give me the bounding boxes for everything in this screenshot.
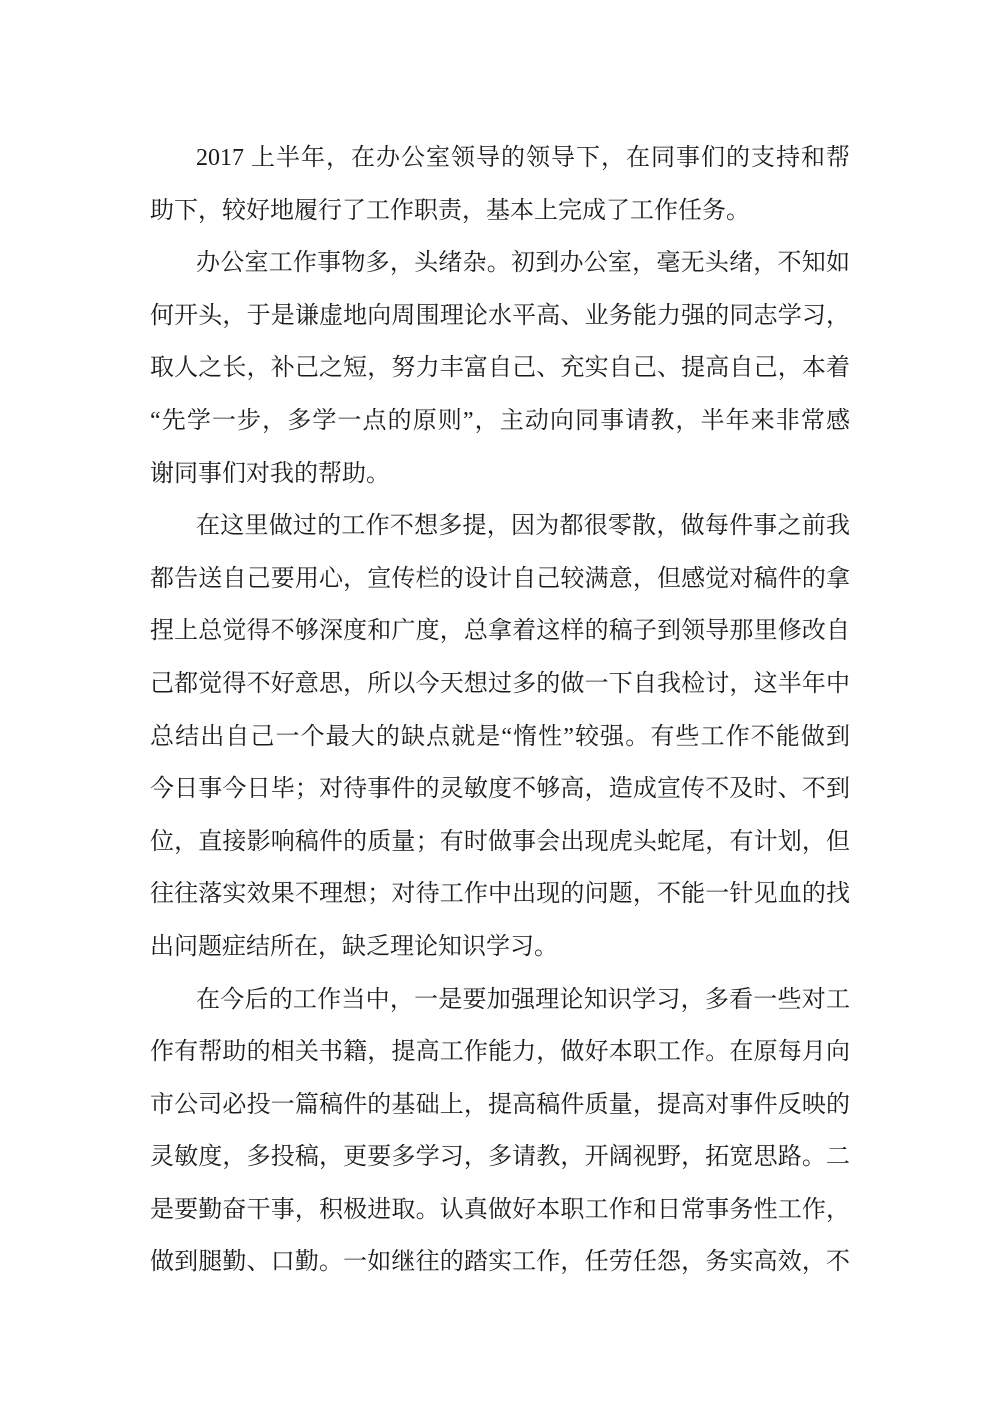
text-line: 作有帮助的相关书籍，提高工作能力，做好本职工作。在原每月向 <box>150 1039 850 1066</box>
text-line: 取人之长，补己之短，努力丰富自己、充实自己、提高自己，本着 <box>150 355 850 382</box>
text-line: 往往落实效果不理想；对待工作中出现的问题，不能一针见血的找 <box>150 881 850 908</box>
text-line: 都告送自己要用心，宣传栏的设计自己较满意，但感觉对稿件的拿 <box>150 565 850 592</box>
text-line: 灵敏度，多投稿，更要多学习，多请教，开阔视野，拓宽思路。二 <box>150 1144 850 1171</box>
text-line: 今日事今日毕；对待事件的灵敏度不够高，造成宣传不及时、不到 <box>150 776 850 803</box>
paragraph <box>150 500 850 973</box>
text-line: 位，直接影响稿件的质量；有时做事会出现虎头蛇尾，有计划，但 <box>150 828 850 855</box>
text-line: 办公室工作事物多，头绪杂。初到办公室，毫无头绪，不知如 <box>196 250 850 277</box>
text-line: 捏上总觉得不够深度和广度，总拿着这样的稿子到领导那里修改自 <box>150 618 850 645</box>
paragraph <box>150 132 850 237</box>
text-line: 在这里做过的工作不想多提，因为都很零散，做每件事之前我 <box>196 513 850 540</box>
text-line: 己都觉得不好意思，所以今天想过多的做一下自我检讨，这半年中 <box>150 670 850 697</box>
paragraph <box>150 237 850 500</box>
text-line: 2017 上半年，在办公室领导的领导下，在同事们的支持和帮 <box>196 145 850 171</box>
text-line: 总结出自己一个最大的缺点就是“惰性”较强。有些工作不能做到 <box>150 723 850 750</box>
text-line: 谢同事们对我的帮助。 <box>150 460 390 487</box>
text-line: 做到腿勤、口勤。一如继往的踏实工作，任劳任怨，务实高效，不 <box>150 1249 850 1276</box>
text-line: 出问题症结所在，缺乏理论知识学习。 <box>150 933 558 960</box>
text-line: 助下，较好地履行了工作职责，基本上完成了工作任务。 <box>150 197 750 224</box>
text-line: 在今后的工作当中，一是要加强理论知识学习，多看一些对工 <box>196 986 850 1013</box>
paragraph <box>150 974 850 1290</box>
text-line: 是要勤奋干事，积极进取。认真做好本职工作和日常事务性工作， <box>150 1196 850 1223</box>
text-line: “先学一步，多学一点的原则”，主动向同事请教，半年来非常感 <box>150 407 850 434</box>
text-line: 市公司必投一篇稿件的基础上，提高稿件质量，提高对事件反映的 <box>150 1091 850 1118</box>
text-line: 何开头，于是谦虚地向周围理论水平高、业务能力强的同志学习， <box>150 302 850 329</box>
document-body <box>150 132 850 1289</box>
